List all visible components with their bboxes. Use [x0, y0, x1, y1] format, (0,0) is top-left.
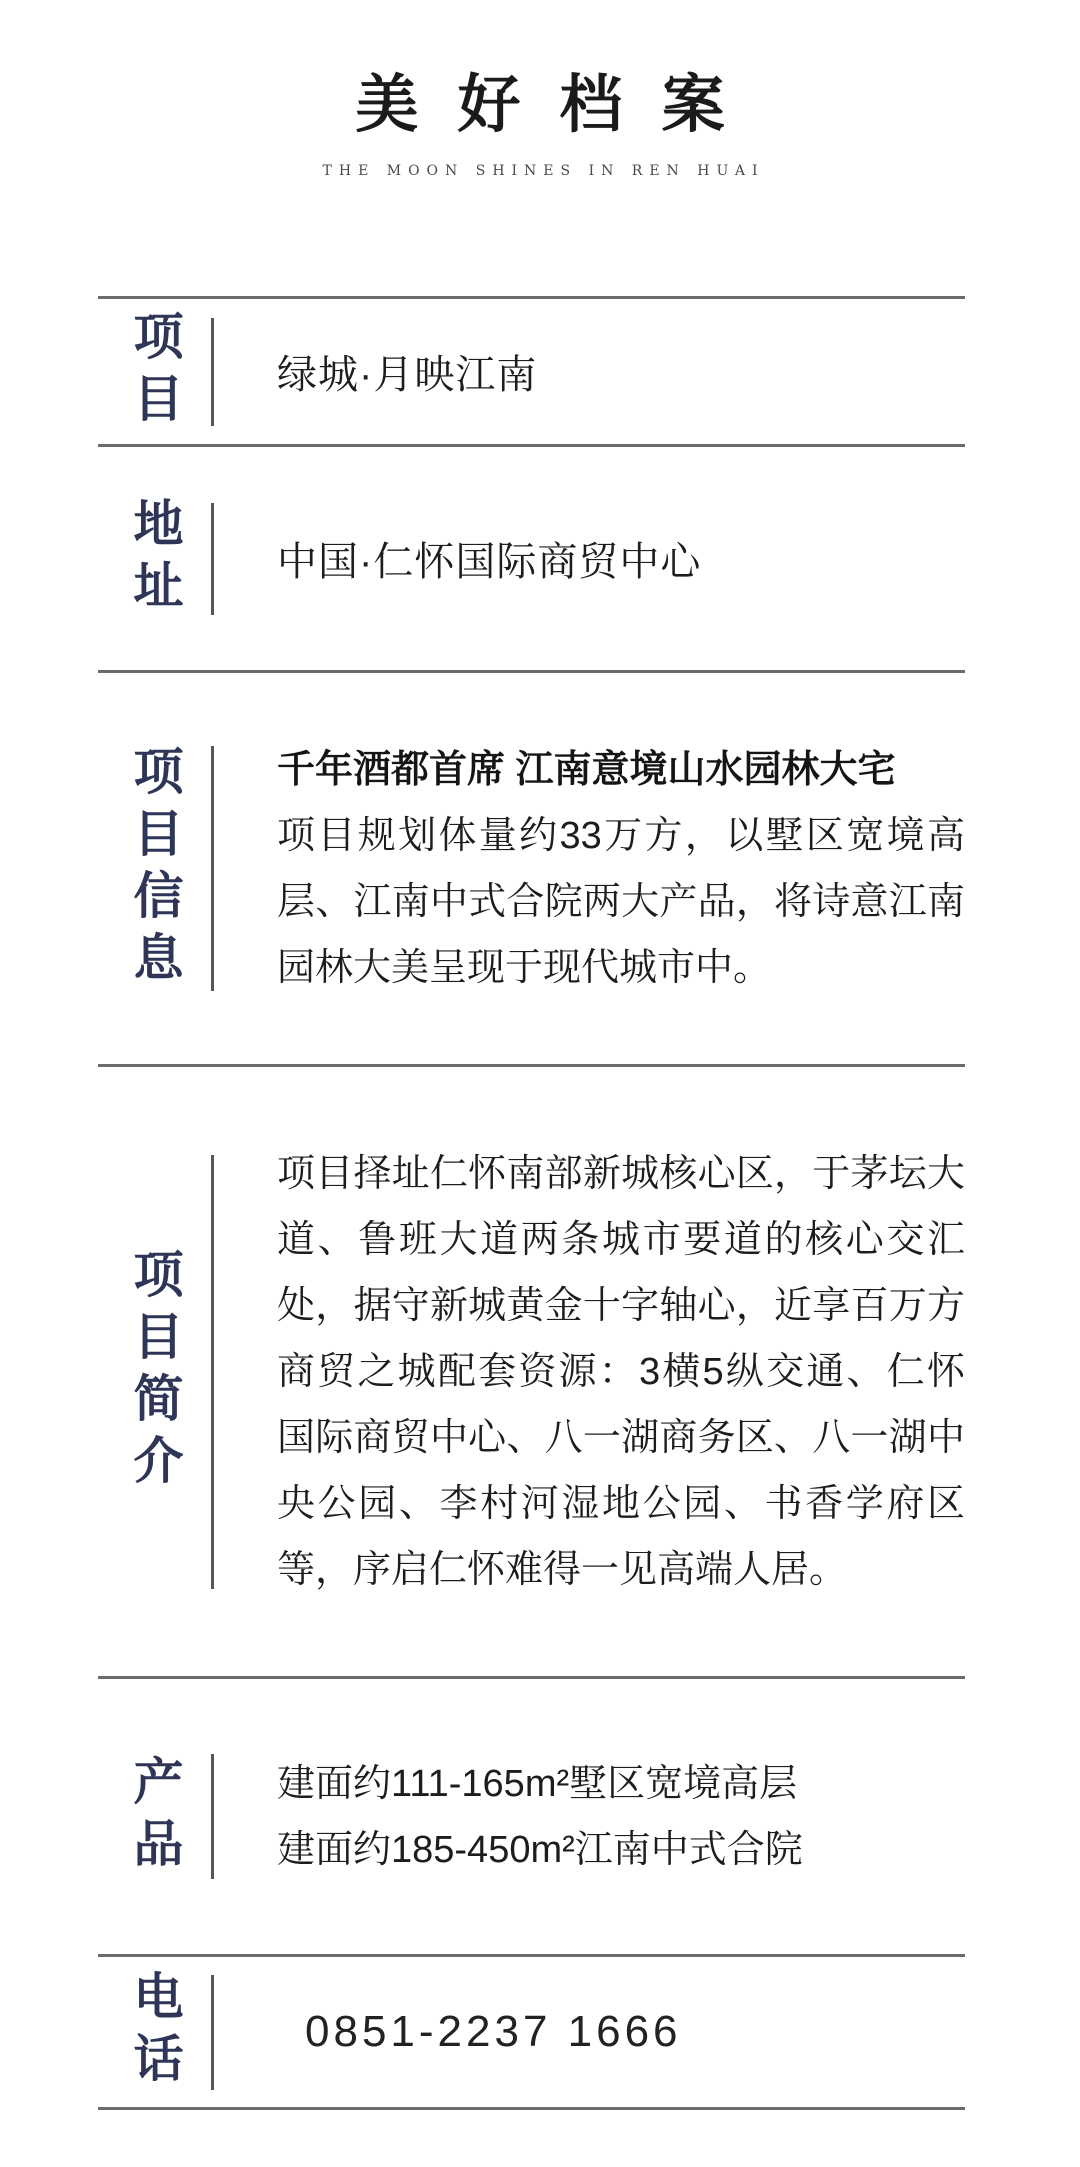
project-info-headline: 千年酒都首席 江南意境山水园林大宅: [277, 748, 896, 791]
section-phone-content: [214, 2007, 965, 2057]
section-project-intro-content: [214, 1141, 965, 1603]
phone-number-value: 0851-2237 1666: [305, 2007, 682, 2056]
section-products-content: [214, 1751, 965, 1883]
section-project-intro-label-cell: [98, 1248, 211, 1496]
product-line-highrise: 建面约111-165m²墅区宽境高层: [277, 1762, 798, 1805]
section-address-label-cell: [98, 497, 211, 621]
section-address-content: [214, 530, 965, 587]
product-line-courtyard: 建面约185-450m²江南中式合院: [277, 1828, 803, 1871]
section-products-label-cell: [98, 1755, 211, 1879]
section-project-info-label-cell: [98, 745, 211, 993]
section-phone-label: 电话: [125, 1970, 185, 2094]
project-info-body: 项目规划体量约33万方，以墅区宽境高层、江南中式合院两大产品，将诗意江南园林大美呈现于现代城市中。: [277, 814, 965, 989]
section-project-label: 项目: [125, 309, 185, 434]
section-address-label: 地址: [125, 496, 185, 621]
page-title: 美好档案: [355, 67, 764, 141]
section-project-info-content: [214, 737, 965, 1001]
section-products-label: 产品: [125, 1754, 185, 1879]
poster-header: [0, 0, 1080, 179]
address-value: 中国·仁怀国际商贸中心: [277, 540, 702, 584]
info-sheet: [98, 296, 965, 2110]
section-project-intro-label: 项目简介: [125, 1247, 185, 1496]
section-phone-label-cell: [98, 1970, 211, 2094]
section-project-intro: [98, 1064, 965, 1676]
section-phone: [98, 1954, 965, 2107]
section-products: [98, 1676, 965, 1954]
section-project-content: [214, 343, 965, 400]
project-name-value: 绿城·月映江南: [277, 353, 538, 397]
section-address: [98, 444, 965, 670]
project-intro-body: 项目择址仁怀南部新城核心区，于茅坛大道、鲁班大道两条城市要道的核心交汇处，据守新城黄金十字轴心，近享百万方商贸之城配套资源：3横5纵交通、仁怀国际商贸中心、八一湖商务区、八一湖中央公园、李村河湿地公园、书香学府区等，序启仁怀难得一见高端人居。: [277, 1152, 965, 1591]
section-project-info: [98, 670, 965, 1064]
section-project-label-cell: [98, 310, 211, 434]
page-subtitle: THE MOON SHINES IN REN HUAI: [322, 163, 765, 180]
section-project-info-label: 项目信息: [125, 744, 185, 993]
section-project: [98, 296, 965, 444]
bottom-divider: [98, 2107, 965, 2110]
